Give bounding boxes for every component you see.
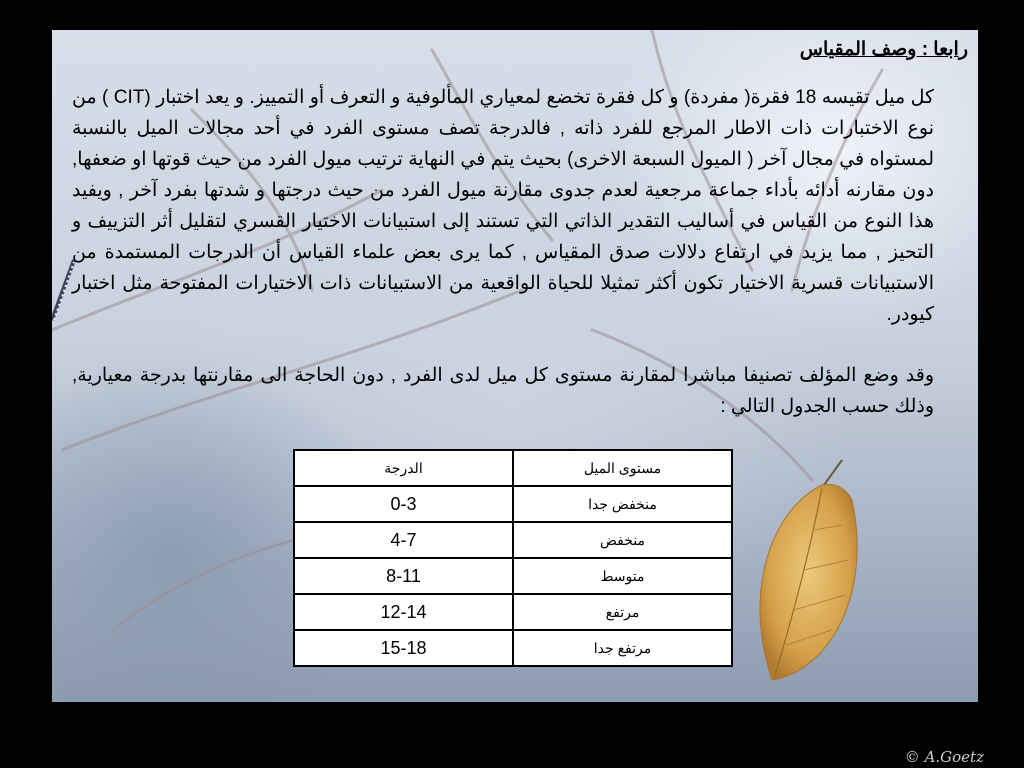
- level-cell: متوسط: [513, 558, 732, 594]
- header-degree: الدرجة: [294, 450, 513, 486]
- level-cell: مرتفع: [513, 594, 732, 630]
- autumn-leaf-icon: [760, 460, 857, 680]
- degree-cell: 0-3: [294, 486, 513, 522]
- degree-cell: 8-11: [294, 558, 513, 594]
- level-cell: منخفض: [513, 522, 732, 558]
- frost-twig-icon: [52, 260, 74, 320]
- slide-title: رابعا : وصف المقياس: [799, 39, 968, 60]
- level-cell: مرتفع جدا: [513, 630, 732, 666]
- copyright-watermark: © A.Goetz: [904, 748, 984, 766]
- degree-cell: 4-7: [294, 522, 513, 558]
- table-row: [294, 486, 732, 522]
- table-row: [294, 594, 732, 630]
- slide: [52, 30, 978, 702]
- degree-cell: 12-14: [294, 594, 513, 630]
- table-row: [294, 630, 732, 666]
- table-header-row: [294, 450, 732, 486]
- body-paragraph-1: كل ميل تقيسه 18 فقرة( مفردة) و كل فقرة تخضع لمعياري المألوفية و التعرف أو التمييز. و يعد اختبار (CIT ) من نوع الاختبارات ذات الاطار المرجع للفرد ذاته , فالدرجة تصف مستوى الفرد في أحد مجالات الميل بالنسبة لمستواه في مجال آخر ( الميول السبعة الاخرى) بحيث يتم في النهاية ترتيب ميول الفرد من حيث قوتها او ضعفها, دون مقارنه أدائه بأداء جماعة مرجعية لعدم جدوى مقارنة ميول الفرد من حيث درجتها و شدتها بفرد آخر , ويفيد هذا النوع من القياس في أساليب التقدير الذاتي التي تستند إلى استبيانات الاختيار القسري لتقليل أثر التزييف و التحيز , مما يزيد في ارتفاع دلالات صدق المقياس , كما يرى بعض علماء القياس أن الدرجات المستمدة من الاستبيانات قسرية الاختيار تكون أكثر تمثيلا للحياة الواقعية من الاستبيانات ذات الاختيارات المفتوحة مثل اختبار كيودر.: [72, 87, 934, 325]
- degree-cell: 15-18: [294, 630, 513, 666]
- table-row: [294, 558, 732, 594]
- header-level: مستوى الميل: [513, 450, 732, 486]
- body-paragraph-2: وقد وضع المؤلف تصنيفا مباشرا لمقارنة مستوى كل ميل لدى الفرد , دون الحاجة الى مقارنتها بدرجة معيارية, وذلك حسب الجدول التالي :: [72, 365, 934, 417]
- level-cell: منخفض جدا: [513, 486, 732, 522]
- table-row: [294, 522, 732, 558]
- interest-level-table: [293, 449, 733, 667]
